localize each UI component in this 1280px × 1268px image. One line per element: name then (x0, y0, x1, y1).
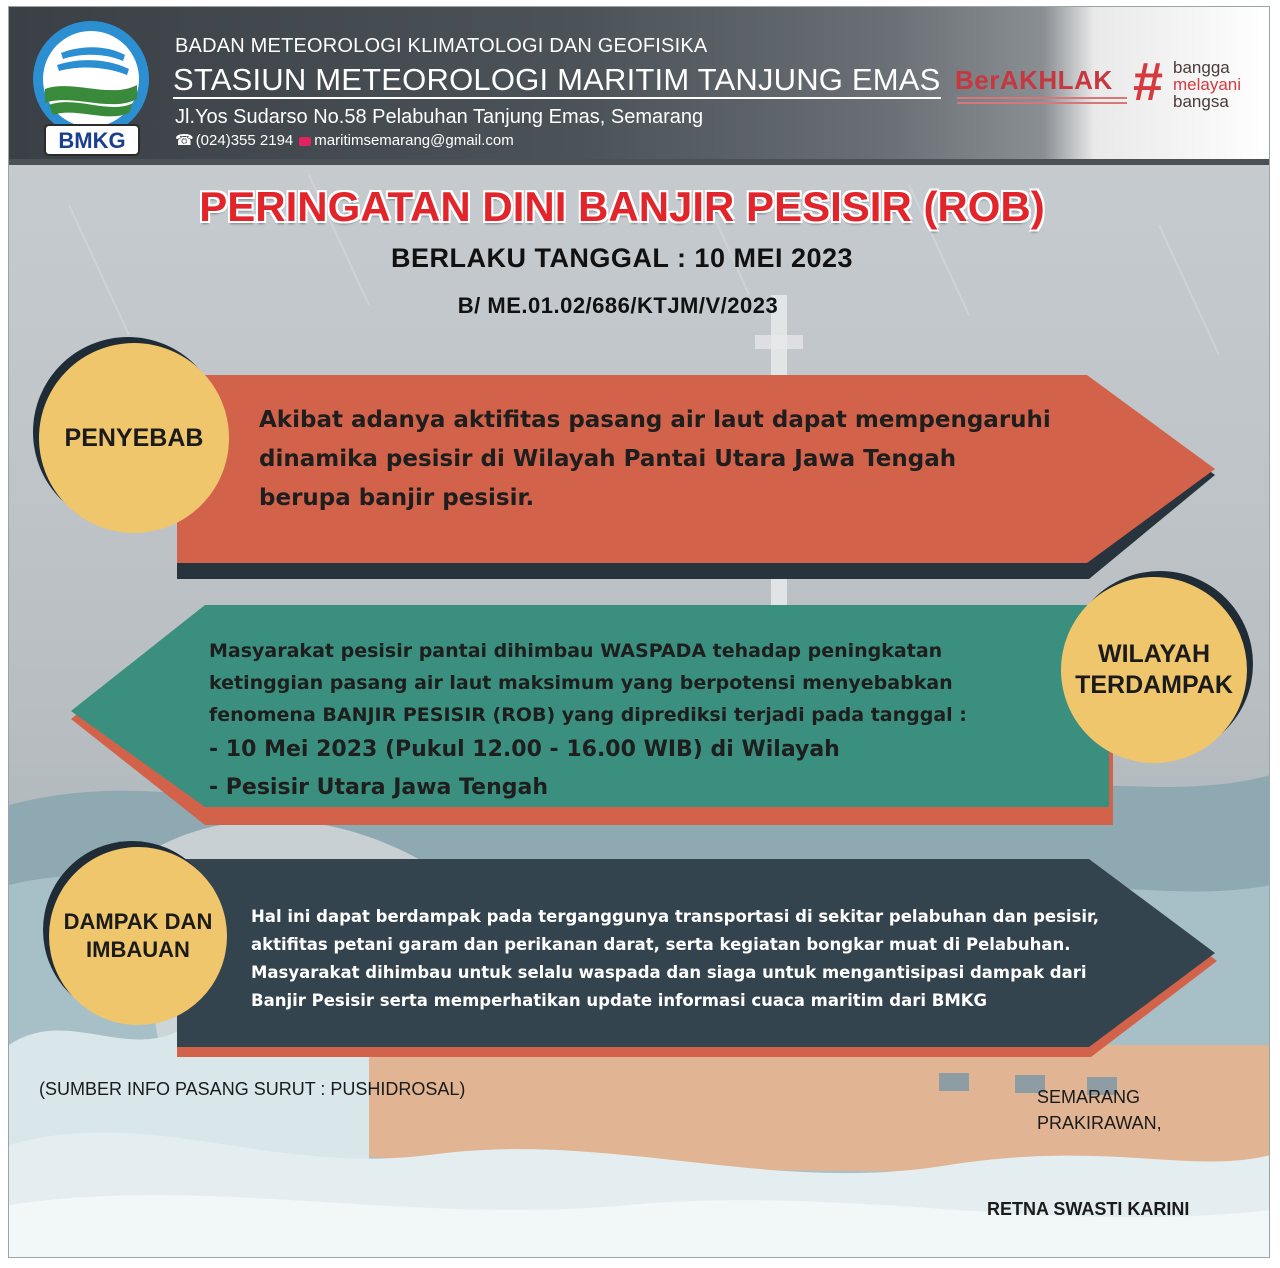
wilayah-label-circle (1061, 577, 1247, 763)
phone-icon: ☎ (175, 132, 194, 149)
reference-number: B/ ME.01.02/686/KTJM/V/2023 (457, 293, 779, 318)
warning-poster (8, 6, 1270, 1258)
dampak-label-circle (49, 847, 227, 1025)
warning-title: PERINGATAN DINI BANJIR PESISIR (ROB) (199, 183, 1045, 230)
source-note: (SUMBER INFO PASANG SURUT : PUSHIDROSAL) (39, 1079, 466, 1099)
signature-city: SEMARANG (1037, 1087, 1141, 1107)
valid-date: BERLAKU TANGGAL : 10 MEI 2023 (390, 243, 854, 273)
wilayah-text: Masyarakat pesisir pantai dihimbau WASPADA tehadap peningkatan ketinggian pasang air laut maksimum yang berpotensi menyebabkan fenomena BANJIR PESISIR (ROB) yang diprediksi terjadi pada tanggal : - 10 Mei 2023 (Pukul 12.00 - 16.00 WIB) di Wilayah - Pesisir Utara Jawa Tengah (209, 635, 1009, 807)
dampak-label-line: IMBAUAN (86, 937, 190, 962)
hashtag-logo: # (1133, 52, 1164, 112)
penyebab-label-circle (39, 343, 229, 533)
berakhlak-logo: BerAKHLAK (955, 65, 1113, 95)
wilayah-item: - 10 Mei 2023 (Pukul 12.00 - 16.00 WIB) di Wilayah (209, 737, 840, 762)
dampak-text: Hal ini dapat berdampak pada terganggunya transportasi di sekitar pelabuhan dan pesisir, aktifitas petani garam dan perikanan darat, serta kegiatan bongkar muat di Pelabuhan. Masyarakat dihimbau untuk selalu waspada dan siaga untuk mengantisipasi dampak dari Banjir Pesisir serta memperhatikan update informasi cuaca maritim dari BMKG (251, 907, 1100, 1010)
wilayah-label-line: TERDAMPAK (1075, 671, 1233, 699)
penyebab-label: PENYEBAB (64, 423, 204, 452)
dampak-label-line: DAMPAK DAN (63, 909, 213, 934)
station-name: STASIUN METEOROLOGI MARITIM TANJUNG EMAS (173, 62, 941, 97)
email-address: maritimsemarang@gmail.com (314, 132, 514, 149)
phone-number: (024)355 2194 (195, 132, 294, 149)
signer-name: RETNA SWASTI KARINI (987, 1199, 1190, 1219)
station-address: Jl.Yos Sudarso No.58 Pelabuhan Tanjung Emas, Semarang (175, 106, 704, 128)
penyebab-text: Akibat adanya aktifitas pasang air laut dapat mempengaruhi dinamika pesisir di Wilayah Pantai Utara Jawa Tengah berupa banjir pesisir. (259, 407, 1051, 511)
bmkg-logo-text: BMKG (58, 128, 126, 153)
bangga-melayani-bangsa-logo: bangga melayani bangsa (1173, 58, 1242, 111)
signature-role: PRAKIRAWAN, (1037, 1113, 1162, 1133)
wilayah-item: - Pesisir Utara Jawa Tengah (209, 775, 548, 800)
agency-name: BADAN METEOROLOGI KLIMATOLOGI DAN GEOFISIKA (175, 35, 708, 57)
wilayah-label-line: WILAYAH (1097, 640, 1211, 668)
